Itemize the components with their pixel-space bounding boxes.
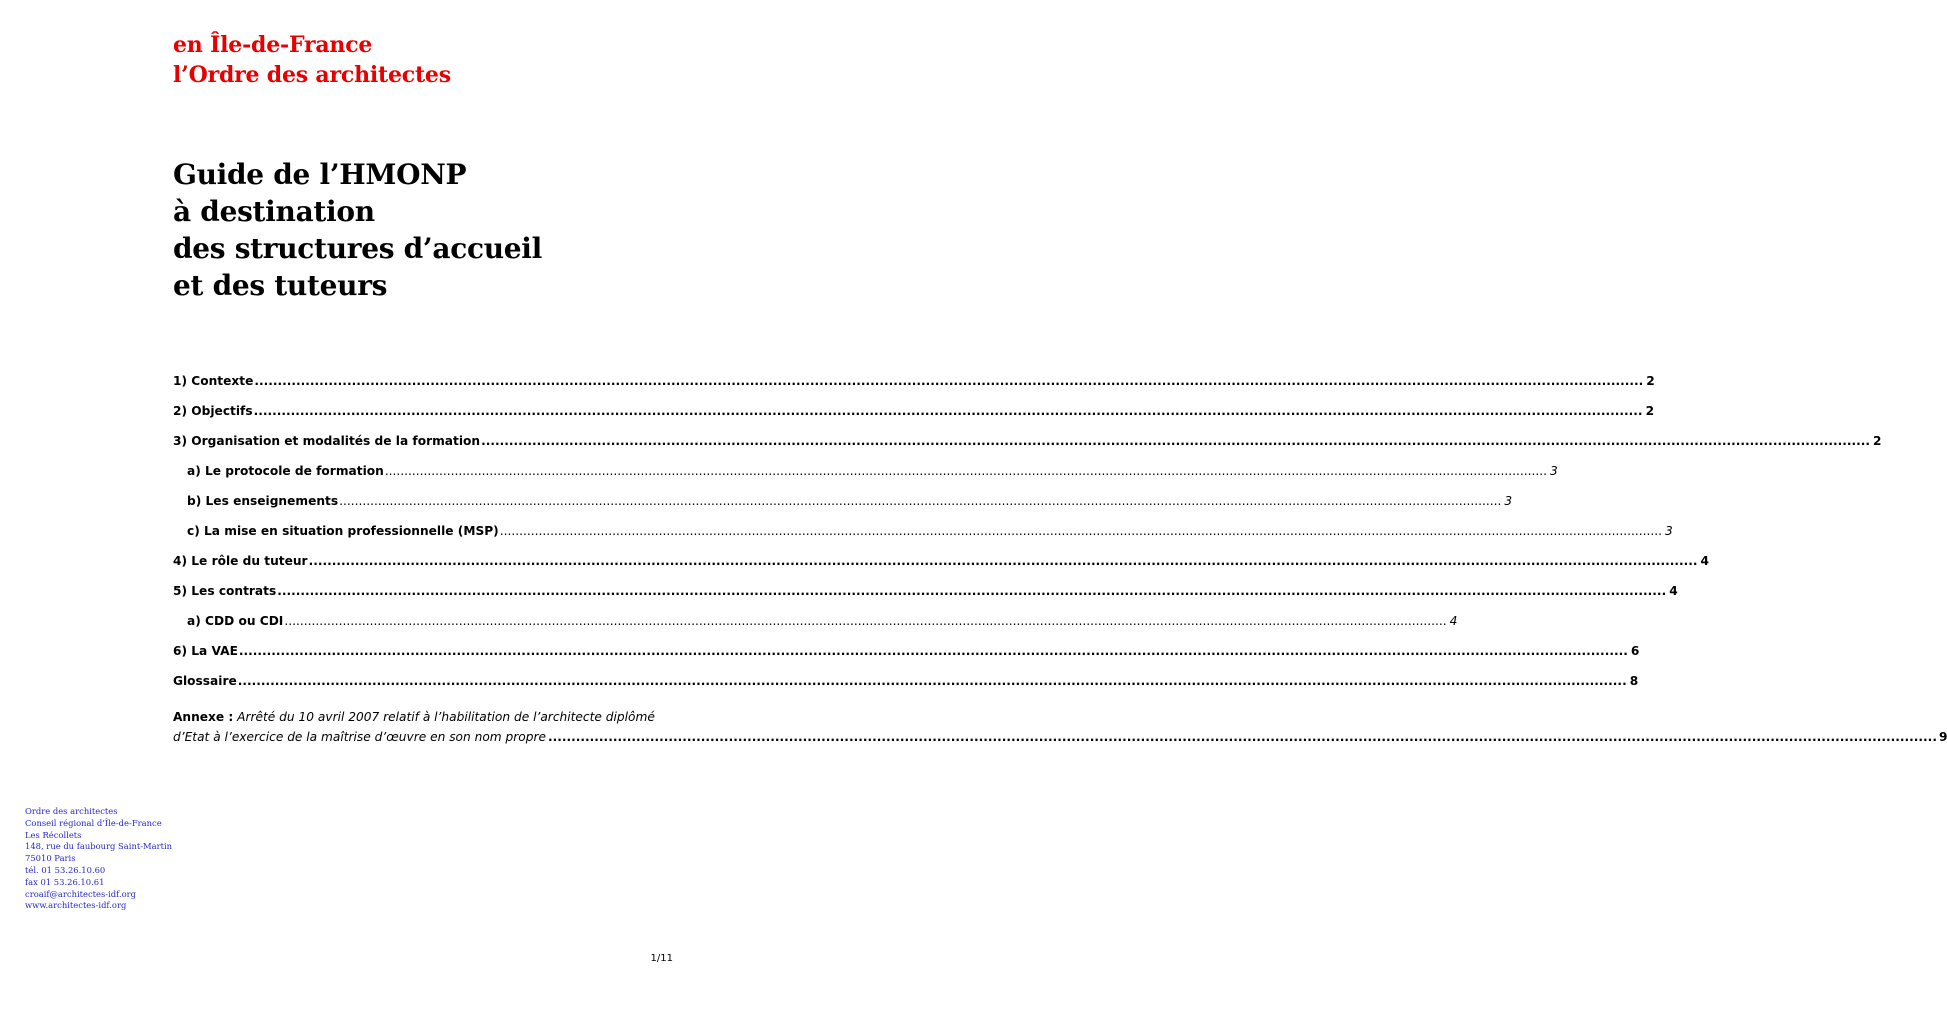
toc-leader: ............................................................................................................................................................................................................................................................................................................	[253, 404, 1643, 418]
toc-label: 5) Les contrats	[173, 584, 277, 598]
toc-leader: ............................................................................................................................................................................................................................................................................................................	[339, 494, 1502, 508]
toc-entry-cdd-cdi[interactable]	[173, 614, 1458, 644]
header-region: en Île-de-France	[173, 32, 373, 58]
title-line: à destination	[173, 195, 375, 228]
toc-leader: ............................................................................................................................................................................................................................................................................................................	[284, 614, 1447, 628]
address-email[interactable]: croaif@architectes-idf.org	[25, 888, 137, 899]
document-title	[173, 156, 703, 304]
toc-label: c) La mise en situation professionnelle (MSP)	[187, 524, 499, 538]
address-org: Ordre des architectes	[25, 806, 118, 816]
toc-label: a) Le protocole de formation	[187, 464, 384, 478]
toc-leader: ............................................................................................................................................................................................................................................................................................................	[254, 374, 1644, 388]
address-website[interactable]: www.architectes-idf.org	[25, 900, 127, 911]
header-org-name: l’Ordre des architectes	[173, 62, 451, 88]
toc-page: 3	[1504, 494, 1513, 508]
annex-line-2	[173, 727, 1947, 747]
toc-leader: ............................................................................................................................................................................................................................................................................................................	[499, 524, 1662, 538]
toc-label: a) CDD ou CDI	[187, 614, 284, 628]
toc-entry-glossaire[interactable]	[173, 674, 1639, 704]
toc-label: b) Les enseignements	[187, 494, 339, 508]
toc-entry-annexe[interactable]	[173, 707, 1947, 747]
toc-leader: ............................................................................................................................................................................................................................................................................................................	[548, 730, 1937, 744]
address-council: Conseil régional d’Île-de-France	[25, 817, 162, 828]
toc-entry-organisation[interactable]	[173, 434, 1882, 464]
toc-leader: ............................................................................................................................................................................................................................................................................................................	[277, 584, 1667, 598]
title-line: Guide de l’HMONP	[173, 158, 467, 191]
toc-leader: ............................................................................................................................................................................................................................................................................................................	[238, 644, 1628, 658]
toc-leader: ............................................................................................................................................................................................................................................................................................................	[384, 464, 1548, 478]
toc-label: 2) Objectifs	[173, 404, 253, 418]
toc-entry-vae[interactable]	[173, 644, 1640, 674]
toc-page: 3	[1550, 464, 1558, 478]
toc-page: 2	[1646, 374, 1655, 388]
title-line: des structures d’accueil	[173, 232, 542, 265]
toc-page: 6	[1630, 644, 1640, 658]
page-number: 1/11	[650, 953, 673, 964]
toc-label: 4) Le rôle du tuteur	[173, 554, 308, 568]
address-phone: tél. 01 53.26.10.60	[25, 864, 106, 875]
toc-entry-msp[interactable]	[173, 524, 1673, 554]
toc-page: 2	[1645, 404, 1655, 418]
toc-entry-role-tuteur[interactable]	[173, 554, 1709, 584]
annex-label: Annexe :	[173, 710, 234, 724]
organization-header	[173, 30, 693, 90]
footer-address	[25, 806, 285, 912]
toc-page: 4	[1449, 614, 1458, 628]
table-of-contents	[173, 374, 1947, 747]
annex-line-1	[173, 707, 671, 727]
address-building: Les Récollets	[25, 829, 82, 840]
toc-page: 9	[1938, 730, 1947, 744]
toc-page: 2	[1873, 434, 1882, 448]
toc-label: 3) Organisation et modalités de la formation	[173, 434, 481, 448]
address-fax: fax 01 53.26.10.61	[25, 876, 105, 887]
toc-label: 1) Contexte	[173, 374, 254, 388]
toc-page: 3	[1664, 524, 1673, 538]
toc-leader: ............................................................................................................................................................................................................................................................................................................	[237, 674, 1627, 688]
toc-entry-contexte[interactable]	[173, 374, 1655, 404]
address-city: 75010 Paris	[25, 853, 76, 864]
address-street: 148, rue du faubourg Saint-Martin	[25, 841, 173, 852]
title-line: et des tuteurs	[173, 269, 388, 302]
toc-page: 8	[1629, 674, 1639, 688]
toc-entry-enseignements[interactable]	[173, 494, 1513, 524]
toc-leader: ............................................................................................................................................................................................................................................................................................................	[308, 554, 1698, 568]
toc-label: Glossaire	[173, 674, 237, 688]
toc-entry-objectifs[interactable]	[173, 404, 1655, 434]
toc-entry-protocole[interactable]	[173, 464, 1558, 494]
toc-label: 6) La VAE	[173, 644, 238, 658]
toc-page: 4	[1700, 554, 1709, 568]
annex-text-1: Arrêté du 10 avril 2007 relatif à l’habilitation de l’architecte diplômé	[237, 710, 655, 724]
toc-leader: ............................................................................................................................................................................................................................................................................................................	[481, 434, 1871, 448]
toc-page: 4	[1669, 584, 1678, 598]
annex-text-2: d’Etat à l’exercice de la maîtrise d’œuvre en son nom propre	[173, 730, 546, 744]
toc-entry-contrats[interactable]	[173, 584, 1678, 614]
